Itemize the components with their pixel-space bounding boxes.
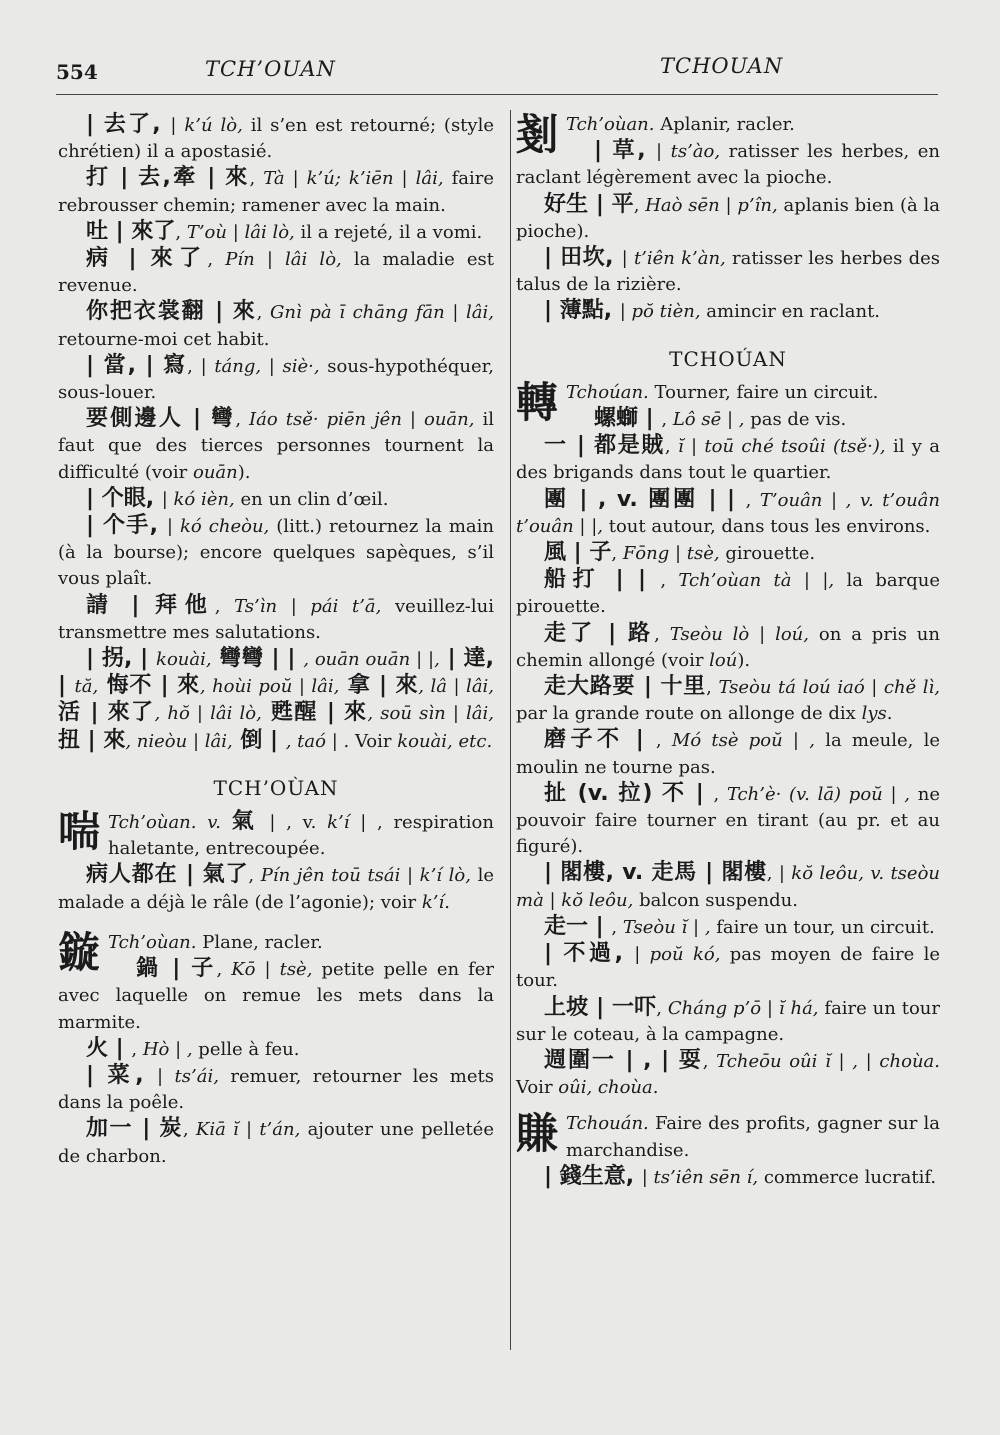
entry: 走了 | 路, Tseòu lò | loú, on a pris un chemin allongé (voir loú). bbox=[516, 620, 940, 671]
section-heading: TCHOÚAN bbox=[669, 346, 787, 371]
entry: | 當, | 寫, | táng, | siè·, sous-hypothéquer, sous-louer. bbox=[58, 352, 495, 404]
entry: 鍋 | 子, Kō | tsè, petite pelle en fer avec laquelle on remue les mets dans la marmite. bbox=[58, 956, 494, 1033]
entry: 要側邊人 | 彎, Iáo tsě· piēn jên | ouān, il faut que des tierces personnes tournent la difficulté (voir ouān). bbox=[58, 406, 494, 483]
left-running-title: TCH’OUAN bbox=[205, 57, 336, 81]
entry: 船打 | | , Tch’oùan tà | |, la barque pirouette. bbox=[516, 567, 940, 618]
entry: | 个眼, | kó ièn, en un clin d’œil. bbox=[86, 485, 389, 511]
entry: 打 | 去,牽 | 來, Tà | k’ú; k’iēn | lâi, faire rebrousser chemin; ramener avec la main. bbox=[58, 165, 494, 216]
headword-entry: 轉 Tchoúan. Tourner, faire un circuit. bbox=[516, 377, 879, 427]
headword-character: 剗 bbox=[516, 110, 559, 159]
entry: 加一 | 炭, Kiā ĭ | t’án, ajouter une pelletée de charbon. bbox=[58, 1116, 494, 1167]
entry: 團 | , v. 團團 | | , T’ouân | , v. t’ouân t’ouân | |, tout autour, dans tous les environs. bbox=[516, 486, 940, 537]
entry: | 草, | ts’ào, ratisser les herbes, en raclant légèrement avec la pioche. bbox=[516, 138, 940, 189]
entry: | 个手, | kó cheòu, (litt.) retournez la main (à la bourse); encore quelques sapèques, s’il vous plaît. bbox=[58, 513, 494, 590]
headword-character: 鏇 bbox=[58, 927, 101, 977]
entry: | 去了, | k’ú lò, il s’en est retourné; (style chrétien) il a apostasié. bbox=[58, 112, 494, 163]
headword-character: 賺 bbox=[516, 1109, 559, 1159]
headword-entry: 鏇 Tch’oùan. Plane, racler. bbox=[58, 927, 323, 977]
headword-entry: 剗 Tch’oùan. Aplanir, racler. bbox=[516, 110, 795, 159]
page-header bbox=[0, 52, 1000, 92]
entry: 一 | 都是賊, ĭ | toū ché tsoûi (tsě·), il y a des brigands dans tout le quartier. bbox=[516, 433, 940, 484]
section-heading: TCH’OÙAN bbox=[213, 775, 339, 800]
entry: | 菜, | ts’ái, remuer, retourner les mets dans la poêle. bbox=[58, 1062, 494, 1114]
entry: | 田坎, | t’iên k’àn, ratisser les herbes des talus de la rizière. bbox=[516, 245, 940, 296]
entry: 風 | 子, Fōng | tsè, girouette. bbox=[544, 540, 816, 566]
entry: 上坡 | 一吓, Cháng p’ō | ĭ há, faire un tour sur le coteau, à la campagne. bbox=[516, 994, 941, 1045]
headword-entry: 喘 Tch’oùan. v. 氣 | , v. k’í | , respiration haletante, entrecoupée. bbox=[58, 807, 494, 860]
entry: 請 | 拜他, Ts’ìn | pái t’ā, veuillez-lui transmettre mes salutations. bbox=[58, 592, 495, 643]
entry: 週圍一 | , | 耍, Tcheōu oûi ĭ | , | choùa. Voir oûi, choùa. bbox=[516, 1047, 940, 1099]
column-divider bbox=[510, 110, 511, 1350]
entry: 病 | 來了, Pín | lâi lò, la maladie est revenue. bbox=[58, 246, 494, 297]
headword-character: 轉 bbox=[516, 377, 559, 427]
entry: | 不過, | poŭ kó, pas moyen de faire le tour. bbox=[516, 941, 940, 992]
entry: | 拐, | kouài, 彎彎 | | , ouān ouān | |, | 達, | tă, 悔不 | 來, hoùi poŭ | lâi, 拿 | 來, lâ | lâi, 活 | 來了, hŏ | lâi lò, 甦醒 | 來, soū sìn | lâi, 扭 | 來, nieòu | lâi, 倒 | , taó | . Voir kouài, etc. bbox=[58, 646, 495, 753]
right-column bbox=[516, 112, 940, 1191]
entry: 走大路要 | 十里, Tseòu tá loú iaó | chě lì, par la grande route on allonge de dix lys. bbox=[516, 674, 940, 725]
entry: 病人都在 | 氣了, Pín jên toū tsái | k’í lò, le malade a déjà le râle (de l’agonie); voir k’í. bbox=[58, 862, 494, 913]
entry: 火 | , Hò | , pelle à feu. bbox=[86, 1035, 300, 1061]
entry: 好生 | 平, Haò sēn | p’în, aplanis bien (à la pioche). bbox=[516, 191, 940, 242]
entry: 磨子不 | , Mó tsè poŭ | , la meule, le moulin ne tourne pas. bbox=[516, 727, 941, 778]
entry: 螺螄 | , Lô sē | , pas de vis. bbox=[594, 406, 847, 432]
headword-character: 喘 bbox=[58, 807, 101, 857]
entry: 吐 | 來了, T’où | lâi lò, il a rejeté, il a vomi. bbox=[86, 218, 483, 244]
headword-entry: 賺 Tchouán. Faire des profits, gagner sur la marchandise. bbox=[516, 1109, 940, 1161]
entry: 扯 (v. 拉) 不 | , Tch’è· (v. lā) poŭ | , ne pouvoir faire tourner en tirant (au pr. et au figuré). bbox=[516, 780, 941, 858]
entry: 走一 | , Tseòu ĭ | , faire un tour, un circuit. bbox=[544, 913, 935, 939]
page-number: 554 bbox=[56, 60, 98, 84]
header-rule bbox=[56, 94, 938, 95]
entry: 你把衣裳翻 | 來, Gnì pà ī chāng fān | lâi, retourne-moi cet habit. bbox=[58, 299, 495, 350]
entry: | 薄點, | pŏ tièn, amincir en raclant. bbox=[544, 298, 881, 324]
entry: | 錢生意, | ts’iên sēn í, commerce lucratif. bbox=[544, 1163, 937, 1189]
entry: | 閣樓, v. 走馬 | 閣樓, | kŏ leôu, v. tseòu mà | kŏ leôu, balcon suspendu. bbox=[516, 860, 940, 911]
left-column bbox=[58, 112, 494, 1170]
right-running-title: TCHOUAN bbox=[660, 54, 784, 78]
